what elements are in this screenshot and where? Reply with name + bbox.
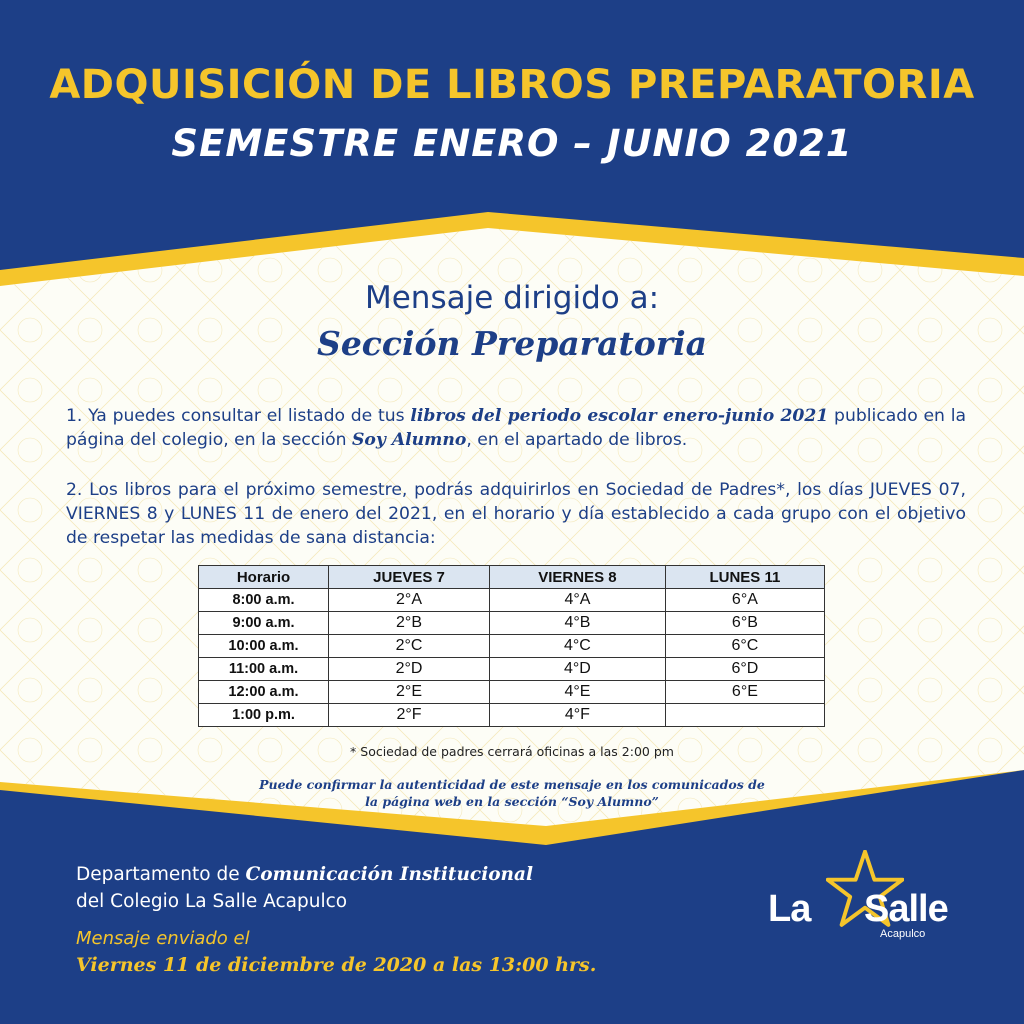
logo-salle-text: Salle [864, 888, 948, 930]
table-row [199, 658, 825, 681]
paragraph-1-text-3: , en el apartado de libros. [466, 430, 688, 450]
sent-label: Mensaje enviado el [76, 928, 250, 949]
authenticity-line-1: Puede confirmar la autenticidad de este mensaje en los comunicados de [259, 777, 765, 792]
authenticity-note [0, 776, 1024, 810]
header-horario: Horario [199, 566, 329, 589]
paragraph-1-text: 1. Ya puedes consultar el listado de tus [66, 406, 411, 426]
schedule-table [198, 565, 825, 727]
viernes-cell: 4°E [490, 681, 666, 704]
paragraph-1-soy-alumno: Soy Alumno [351, 430, 467, 450]
viernes-cell: 4°D [490, 658, 666, 681]
paragraph-1-text-2: publicado en la página del colegio, en la sección [66, 406, 967, 450]
logo-la-text: La [768, 888, 811, 930]
jueves-cell: 2°C [329, 635, 490, 658]
time-cell: 1:00 p.m. [199, 704, 329, 727]
lunes-cell: 6°B [665, 612, 824, 635]
subtitle: SEMESTRE ENERO – JUNIO 2021 [171, 122, 853, 165]
lunes-cell: 6°A [665, 589, 824, 612]
jueves-cell: 2°E [329, 681, 490, 704]
department-line-1 [76, 864, 533, 885]
lunes-cell: 6°C [665, 635, 824, 658]
lunes-cell: 6°D [665, 658, 824, 681]
time-cell: 10:00 a.m. [199, 635, 329, 658]
department-prefix: Departamento de [76, 864, 246, 885]
jueves-cell: 2°F [329, 704, 490, 727]
main-title: ADQUISICIÓN DE LIBROS PREPARATORIA [49, 62, 975, 108]
viernes-cell: 4°A [490, 589, 666, 612]
department-name: Comunicación Institucional [245, 864, 534, 885]
table-row [199, 681, 825, 704]
jueves-cell: 2°D [329, 658, 490, 681]
time-cell: 12:00 a.m. [199, 681, 329, 704]
message-section: Sección Preparatoria [316, 324, 708, 363]
lunes-cell: 6°E [665, 681, 824, 704]
la-salle-logo [768, 850, 968, 950]
message-heading: Mensaje dirigido a: [364, 280, 660, 316]
header-lunes: LUNES 11 [665, 566, 824, 589]
table-row [199, 612, 825, 635]
sent-date: Viernes 11 de diciembre de 2020 a las 13:00 hrs. [76, 954, 597, 976]
viernes-cell: 4°B [490, 612, 666, 635]
logo-city-text: Acapulco [880, 928, 926, 940]
table-row [199, 589, 825, 612]
table-footnote: * Sociedad de padres cerrará oficinas a las 2:00 pm [350, 744, 674, 759]
time-cell: 8:00 a.m. [199, 589, 329, 612]
authenticity-line-2: la página web en la sección “Soy Alumno” [365, 794, 659, 809]
paragraph-2: 2. Los libros para el próximo semestre, podrás adquirirlos en Sociedad de Padres*, los días JUEVES 07, VIERNES 8 y LUNES 11 de enero del 2021, en el horario y día establecido a cada grupo con el objetivo de respetar las medidas de sana distancia: [66, 480, 966, 548]
department-line-2: del Colegio La Salle Acapulco [76, 891, 348, 912]
header-viernes: VIERNES 8 [490, 566, 666, 589]
time-cell: 11:00 a.m. [199, 658, 329, 681]
time-cell: 9:00 a.m. [199, 612, 329, 635]
header-jueves: JUEVES 7 [329, 566, 490, 589]
jueves-cell: 2°A [329, 589, 490, 612]
table-row [199, 704, 825, 727]
jueves-cell: 2°B [329, 612, 490, 635]
paragraph-1-books-period: libros del periodo escolar enero-junio 2021 [410, 406, 829, 426]
paragraph-1 [66, 404, 966, 452]
viernes-cell: 4°C [490, 635, 666, 658]
viernes-cell: 4°F [490, 704, 666, 727]
lunes-cell [665, 704, 824, 727]
table-row [199, 635, 825, 658]
schedule-header-row [199, 566, 825, 589]
